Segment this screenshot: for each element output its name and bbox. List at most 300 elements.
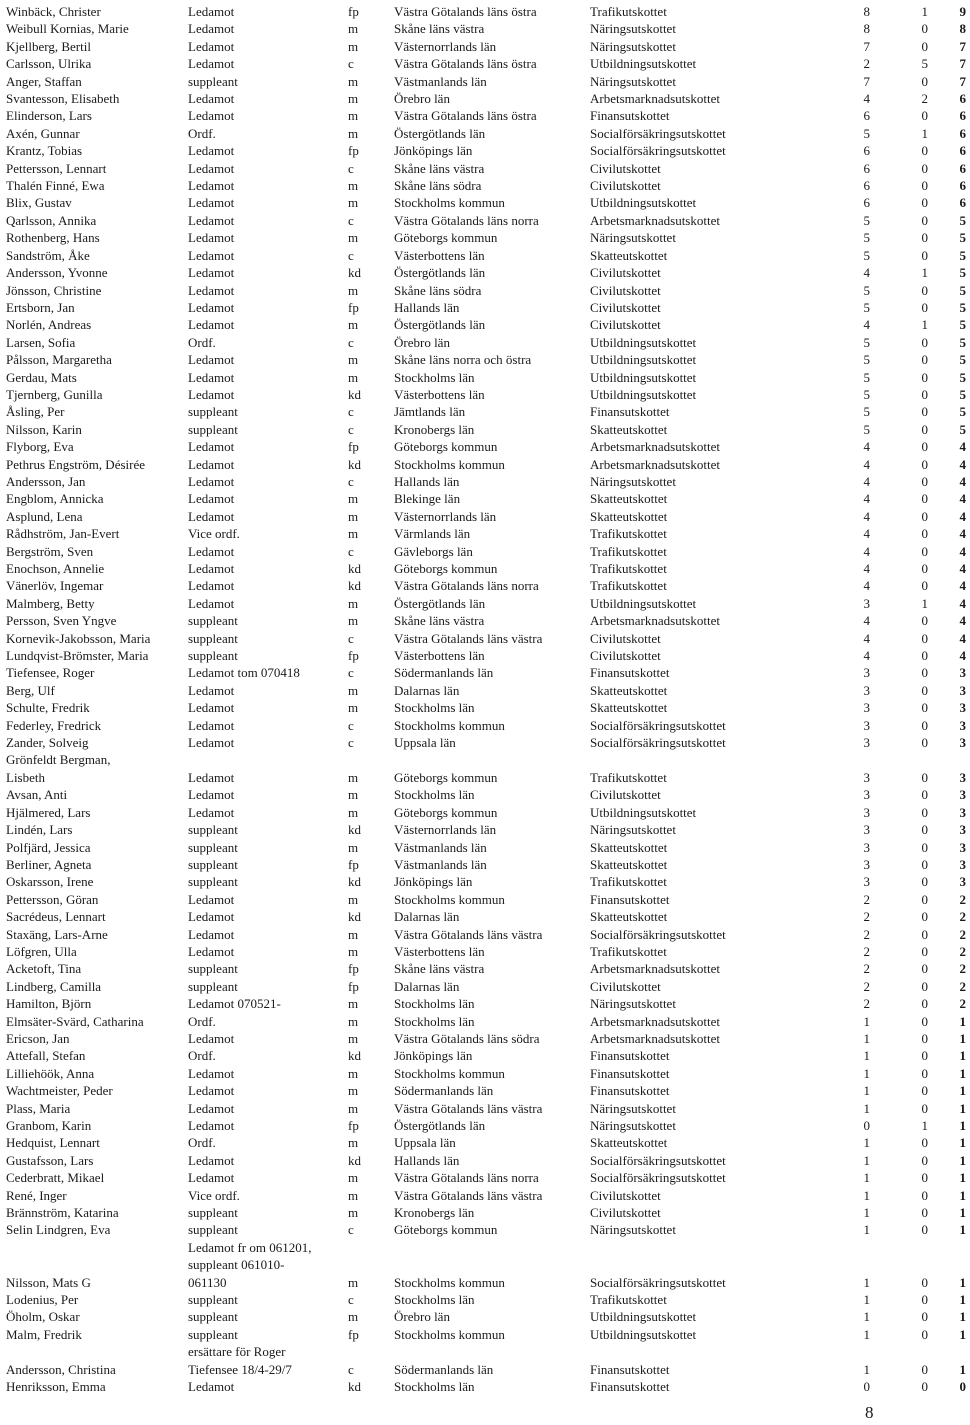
total-cell: 1 xyxy=(959,1222,966,1238)
role-cell: Ledamot xyxy=(188,769,235,785)
table-row xyxy=(0,212,970,229)
constituency-cell: Västra Götalands läns södra xyxy=(394,1030,540,1046)
member-name-cell: Rothenberg, Hans xyxy=(6,230,100,246)
table-row xyxy=(0,630,970,647)
member-name-cell: Weibull Kornias, Marie xyxy=(6,21,129,37)
party-cell: kd xyxy=(348,909,361,925)
party-cell: fp xyxy=(348,1326,359,1342)
table-row xyxy=(0,943,970,960)
party-cell: m xyxy=(348,508,359,524)
role-cell: Ledamot xyxy=(188,735,235,751)
committee-cell: Näringsutskottet xyxy=(590,822,676,838)
member-name-cell: Öholm, Oskar xyxy=(6,1309,80,1325)
party-cell: m xyxy=(348,996,359,1012)
member-name-cell: Blix, Gustav xyxy=(6,195,72,211)
count-2-cell: 0 xyxy=(921,856,928,872)
committee-cell: Skatteutskottet xyxy=(590,247,668,263)
party-cell: kd xyxy=(348,265,361,281)
role-cell: suppleant xyxy=(188,1309,238,1325)
role-cell: Ledamot xyxy=(188,160,235,176)
party-cell: m xyxy=(348,1135,359,1151)
constituency-cell: Västernorrlands län xyxy=(394,508,497,524)
total-cell: 6 xyxy=(959,195,966,211)
committee-cell: Civilutskottet xyxy=(590,265,661,281)
party-cell: fp xyxy=(348,961,359,977)
count-2-cell: 0 xyxy=(921,38,928,54)
total-cell: 1 xyxy=(959,1152,966,1168)
constituency-cell: Göteborgs kommun xyxy=(394,230,498,246)
role-cell: Ledamot xyxy=(188,230,235,246)
role-cell: Ledamot xyxy=(188,508,235,524)
party-cell: m xyxy=(348,369,359,385)
member-name-cell: Winbäck, Christer xyxy=(6,4,101,19)
role-cell: Ledamot xyxy=(188,1030,235,1046)
table-row xyxy=(0,664,970,681)
count-1-cell: 5 xyxy=(863,212,870,228)
constituency-cell: Västmanlands län xyxy=(394,73,487,89)
role-cell: Ledamot xyxy=(188,491,235,507)
committee-cell: Socialförsäkringsutskottet xyxy=(590,1274,726,1290)
committee-cell: Civilutskottet xyxy=(590,282,661,298)
member-name-cell: Ertsborn, Jan xyxy=(6,299,75,315)
constituency-cell: Göteborgs kommun xyxy=(394,804,498,820)
party-cell: c xyxy=(348,421,354,437)
constituency-cell: Östergötlands län xyxy=(394,317,486,333)
total-cell: 4 xyxy=(959,508,966,524)
role-cell: Ledamot xyxy=(188,108,235,124)
role-cell: Ledamot xyxy=(188,178,235,194)
count-2-cell: 0 xyxy=(921,926,928,942)
total-cell: 4 xyxy=(959,648,966,664)
member-name-cell: Berg, Ulf xyxy=(6,682,55,698)
party-cell: m xyxy=(348,1187,359,1203)
committee-cell: Finansutskottet xyxy=(590,108,670,124)
committee-cell: Utbildningsutskottet xyxy=(590,195,697,211)
party-cell: m xyxy=(348,125,359,141)
role-cell: Ledamot xyxy=(188,21,235,37)
role-cell: Ledamot xyxy=(188,473,235,489)
total-cell: 1 xyxy=(959,1065,966,1081)
member-name-cell: Gerdau, Mats xyxy=(6,369,77,385)
member-name-cell: Henriksson, Emma xyxy=(6,1379,106,1395)
role-cell: Ledamot xyxy=(188,1118,235,1133)
total-cell: 1 xyxy=(959,1326,966,1342)
total-cell: 5 xyxy=(959,352,966,368)
constituency-cell: Stockholms kommun xyxy=(394,1274,505,1290)
count-1-cell: 1 xyxy=(863,1048,870,1064)
table-row xyxy=(0,978,970,995)
table-row xyxy=(0,177,970,194)
committee-cell: Utbildningsutskottet xyxy=(590,595,697,611)
member-name-cell: René, Inger xyxy=(6,1187,67,1203)
party-cell: c xyxy=(348,543,354,559)
committee-cell: Trafikutskottet xyxy=(590,769,667,785)
total-cell: 0 xyxy=(959,1379,966,1395)
member-name-cell: Cederbratt, Mikael xyxy=(6,1170,105,1186)
constituency-cell: Västerbottens län xyxy=(394,648,485,664)
party-cell: kd xyxy=(348,578,361,594)
member-name-cell: Axén, Gunnar xyxy=(6,125,80,141)
count-1-cell: 2 xyxy=(863,978,870,994)
count-1-cell: 1 xyxy=(863,1100,870,1116)
table-row xyxy=(0,1117,970,1134)
total-cell: 3 xyxy=(959,700,966,716)
count-2-cell: 0 xyxy=(921,735,928,751)
total-cell: 4 xyxy=(959,491,966,507)
count-1-cell: 5 xyxy=(863,369,870,385)
committee-cell: Trafikutskottet xyxy=(590,4,667,19)
role-cell: Ledamot xyxy=(188,56,235,72)
committee-cell: Socialförsäkringsutskottet xyxy=(590,143,726,159)
total-cell: 1 xyxy=(959,1013,966,1029)
party-cell: m xyxy=(348,91,359,107)
total-cell: 1 xyxy=(959,1030,966,1046)
constituency-cell: Södermanlands län xyxy=(394,1361,494,1377)
member-name-cell: Grönfeldt Bergman, Lisbeth xyxy=(6,752,111,785)
total-cell: 2 xyxy=(959,978,966,994)
party-cell: c xyxy=(348,1222,354,1238)
total-cell: 1 xyxy=(959,1309,966,1325)
committee-cell: Skatteutskottet xyxy=(590,839,668,855)
member-name-cell: Granbom, Karin xyxy=(6,1118,92,1133)
table-row xyxy=(0,421,970,438)
table-row xyxy=(0,856,970,873)
count-1-cell: 6 xyxy=(863,178,870,194)
total-cell: 1 xyxy=(959,1048,966,1064)
role-cell: suppleant xyxy=(188,1326,238,1342)
count-2-cell: 0 xyxy=(921,108,928,124)
role-cell: Ledamot tom 070418 xyxy=(188,665,300,681)
count-2-cell: 0 xyxy=(921,178,928,194)
member-name-cell: Federley, Fredrick xyxy=(6,717,102,733)
committee-cell: Civilutskottet xyxy=(590,299,661,315)
count-1-cell: 5 xyxy=(863,404,870,420)
table-row xyxy=(0,1378,970,1395)
count-2-cell: 0 xyxy=(921,352,928,368)
table-row xyxy=(0,107,970,124)
constituency-cell: Jönköpings län xyxy=(394,1048,473,1064)
table-row xyxy=(0,194,970,211)
member-name-cell: Jönsson, Christine xyxy=(6,282,102,298)
role-cell: Ledamot xyxy=(188,1170,235,1186)
party-cell: kd xyxy=(348,386,361,402)
role-cell: Ledamot xyxy=(188,317,235,333)
committee-cell: Utbildningsutskottet xyxy=(590,369,697,385)
member-name-cell: Nilsson, Karin xyxy=(6,421,82,437)
party-cell: c xyxy=(348,1292,354,1308)
table-row xyxy=(0,369,970,386)
party-cell: kd xyxy=(348,1152,361,1168)
table-row xyxy=(0,1152,970,1169)
count-2-cell: 0 xyxy=(921,386,928,402)
table-row xyxy=(0,1047,970,1064)
role-cell: suppleant xyxy=(188,613,238,629)
role-cell: Ledamot xyxy=(188,1100,235,1116)
table-row xyxy=(0,229,970,246)
committee-cell: Socialförsäkringsutskottet xyxy=(590,735,726,751)
committee-cell: Arbetsmarknadsutskottet xyxy=(590,1013,720,1029)
count-1-cell: 1 xyxy=(863,1326,870,1342)
committee-cell: Civilutskottet xyxy=(590,1187,661,1203)
table-row xyxy=(0,490,970,507)
constituency-cell: Kronobergs län xyxy=(394,1205,475,1221)
constituency-cell: Östergötlands län xyxy=(394,265,486,281)
committee-cell: Skatteutskottet xyxy=(590,508,668,524)
role-cell: Ledamot xyxy=(188,543,235,559)
committee-cell: Skatteutskottet xyxy=(590,700,668,716)
member-name-cell: Persson, Sven Yngve xyxy=(6,613,117,629)
count-2-cell: 0 xyxy=(921,526,928,542)
committee-cell: Socialförsäkringsutskottet xyxy=(590,926,726,942)
constituency-cell: Jämtlands län xyxy=(394,404,466,420)
count-2-cell: 0 xyxy=(921,508,928,524)
constituency-cell: Göteborgs kommun xyxy=(394,439,498,455)
count-1-cell: 5 xyxy=(863,247,870,263)
committee-cell: Näringsutskottet xyxy=(590,21,676,37)
count-1-cell: 4 xyxy=(863,91,870,107)
role-cell: Ledamot xyxy=(188,891,235,907)
committee-cell: Arbetsmarknadsutskottet xyxy=(590,613,720,629)
total-cell: 3 xyxy=(959,769,966,785)
count-1-cell: 5 xyxy=(863,230,870,246)
total-cell: 5 xyxy=(959,317,966,333)
constituency-cell: Stockholms kommun xyxy=(394,195,505,211)
total-cell: 1 xyxy=(959,1118,966,1133)
count-2-cell: 0 xyxy=(921,160,928,176)
count-2-cell: 1 xyxy=(921,595,928,611)
table-row xyxy=(0,1343,970,1378)
member-name-cell: Asplund, Lena xyxy=(6,508,83,524)
party-cell: m xyxy=(348,769,359,785)
committee-cell: Finansutskottet xyxy=(590,891,670,907)
count-2-cell: 0 xyxy=(921,212,928,228)
count-2-cell: 0 xyxy=(921,1030,928,1046)
count-1-cell: 2 xyxy=(863,56,870,72)
committee-cell: Finansutskottet xyxy=(590,1065,670,1081)
member-name-cell: Kornevik-Jakobsson, Maria xyxy=(6,630,151,646)
table-row xyxy=(0,1221,970,1238)
role-cell: Ordf. xyxy=(188,1135,216,1151)
party-cell: m xyxy=(348,73,359,89)
total-cell: 6 xyxy=(959,178,966,194)
party-cell: m xyxy=(348,1065,359,1081)
count-2-cell: 0 xyxy=(921,230,928,246)
table-row xyxy=(0,473,970,490)
count-1-cell: 5 xyxy=(863,299,870,315)
count-1-cell: 1 xyxy=(863,1187,870,1203)
member-name-cell: Gustafsson, Lars xyxy=(6,1152,94,1168)
role-cell: Ledamot xyxy=(188,369,235,385)
table-row xyxy=(0,821,970,838)
role-cell: Ledamot xyxy=(188,1152,235,1168)
constituency-cell: Skåne läns södra xyxy=(394,282,482,298)
total-cell: 5 xyxy=(959,299,966,315)
member-name-cell: Pethrus Engström, Désirée xyxy=(6,456,146,472)
total-cell: 3 xyxy=(959,874,966,890)
table-row xyxy=(0,560,970,577)
role-cell: Ordf. xyxy=(188,334,216,350)
count-1-cell: 3 xyxy=(863,769,870,785)
total-cell: 3 xyxy=(959,822,966,838)
count-2-cell: 0 xyxy=(921,839,928,855)
count-1-cell: 6 xyxy=(863,108,870,124)
count-2-cell: 0 xyxy=(921,1083,928,1099)
total-cell: 7 xyxy=(959,38,966,54)
constituency-cell: Västra Götalands läns östra xyxy=(394,4,537,19)
total-cell: 4 xyxy=(959,595,966,611)
count-2-cell: 0 xyxy=(921,630,928,646)
table-row xyxy=(0,403,970,420)
count-2-cell: 0 xyxy=(921,996,928,1012)
party-cell: fp xyxy=(348,978,359,994)
role-cell: Ledamot xyxy=(188,38,235,54)
role-cell: Ledamot xyxy=(188,247,235,263)
count-2-cell: 0 xyxy=(921,943,928,959)
count-1-cell: 4 xyxy=(863,456,870,472)
total-cell: 5 xyxy=(959,421,966,437)
constituency-cell: Stockholms län xyxy=(394,787,475,803)
table-row xyxy=(0,438,970,455)
member-name-cell: Acketoft, Tina xyxy=(6,961,82,977)
committee-cell: Civilutskottet xyxy=(590,178,661,194)
count-1-cell: 7 xyxy=(863,38,870,54)
party-cell: c xyxy=(348,735,354,751)
role-cell: suppleant xyxy=(188,73,238,89)
role-cell: Ledamot xyxy=(188,1083,235,1099)
total-cell: 3 xyxy=(959,665,966,681)
table-row xyxy=(0,682,970,699)
count-1-cell: 3 xyxy=(863,856,870,872)
count-1-cell: 2 xyxy=(863,996,870,1012)
member-name-cell: Tiefensee, Roger xyxy=(6,665,95,681)
table-row xyxy=(0,960,970,977)
member-name-cell: Pålsson, Margaretha xyxy=(6,352,112,368)
count-1-cell: 1 xyxy=(863,1013,870,1029)
count-1-cell: 4 xyxy=(863,630,870,646)
count-1-cell: 4 xyxy=(863,439,870,455)
table-row xyxy=(0,525,970,542)
constituency-cell: Stockholms län xyxy=(394,1379,475,1395)
table-row xyxy=(0,3,970,20)
committee-cell: Utbildningsutskottet xyxy=(590,1326,697,1342)
count-2-cell: 1 xyxy=(921,125,928,141)
role-cell: ersättare för Roger Tiefensee 18/4-29/7 xyxy=(188,1344,292,1377)
count-2-cell: 0 xyxy=(921,804,928,820)
member-name-cell: Polfjärd, Jessica xyxy=(6,839,91,855)
committee-cell: Arbetsmarknadsutskottet xyxy=(590,456,720,472)
member-name-cell: Pettersson, Göran xyxy=(6,891,99,907)
party-cell: fp xyxy=(348,299,359,315)
member-name-cell: Lodenius, Per xyxy=(6,1292,79,1308)
count-1-cell: 4 xyxy=(863,648,870,664)
committee-cell: Näringsutskottet xyxy=(590,996,676,1012)
party-cell: c xyxy=(348,212,354,228)
party-cell: m xyxy=(348,282,359,298)
count-1-cell: 0 xyxy=(863,1118,870,1133)
role-cell: Ordf. xyxy=(188,1048,216,1064)
total-cell: 4 xyxy=(959,439,966,455)
table-row xyxy=(0,316,970,333)
count-2-cell: 1 xyxy=(921,4,928,19)
party-cell: c xyxy=(348,717,354,733)
role-cell: Ledamot xyxy=(188,700,235,716)
role-cell: Ledamot xyxy=(188,265,235,281)
role-cell: Ledamot xyxy=(188,943,235,959)
count-1-cell: 8 xyxy=(863,4,870,19)
constituency-cell: Uppsala län xyxy=(394,1135,456,1151)
role-cell: Ledamot xyxy=(188,386,235,402)
table-row xyxy=(0,73,970,90)
committee-cell: Finansutskottet xyxy=(590,1048,670,1064)
table-row xyxy=(0,508,970,525)
table-row xyxy=(0,873,970,890)
committee-cell: Arbetsmarknadsutskottet xyxy=(590,439,720,455)
constituency-cell: Västerbottens län xyxy=(394,943,485,959)
constituency-cell: Dalarnas län xyxy=(394,978,460,994)
count-2-cell: 0 xyxy=(921,1326,928,1342)
committee-cell: Näringsutskottet xyxy=(590,73,676,89)
total-cell: 8 xyxy=(959,21,966,37)
count-1-cell: 3 xyxy=(863,787,870,803)
constituency-cell: Västerbottens län xyxy=(394,247,485,263)
party-cell: m xyxy=(348,352,359,368)
table-row xyxy=(0,1134,970,1151)
total-cell: 1 xyxy=(959,1361,966,1377)
role-cell: Ledamot xyxy=(188,439,235,455)
table-row xyxy=(0,386,970,403)
count-1-cell: 1 xyxy=(863,1292,870,1308)
constituency-cell: Skåne läns norra och östra xyxy=(394,352,532,368)
constituency-cell: Stockholms kommun xyxy=(394,717,505,733)
committee-cell: Arbetsmarknadsutskottet xyxy=(590,1030,720,1046)
committee-cell: Skatteutskottet xyxy=(590,909,668,925)
total-cell: 6 xyxy=(959,160,966,176)
committee-cell: Näringsutskottet xyxy=(590,473,676,489)
count-2-cell: 0 xyxy=(921,648,928,664)
constituency-cell: Uppsala län xyxy=(394,735,456,751)
table-row xyxy=(0,804,970,821)
total-cell: 2 xyxy=(959,926,966,942)
count-2-cell: 0 xyxy=(921,1274,928,1290)
count-1-cell: 2 xyxy=(863,926,870,942)
count-2-cell: 1 xyxy=(921,317,928,333)
member-name-cell: Rådhström, Jan-Evert xyxy=(6,526,120,542)
party-cell: fp xyxy=(348,4,359,19)
count-2-cell: 0 xyxy=(921,1135,928,1151)
table-row xyxy=(0,839,970,856)
member-name-cell: Hamilton, Björn xyxy=(6,996,92,1012)
members-table xyxy=(0,3,970,1396)
table-row xyxy=(0,264,970,281)
role-cell: suppleant xyxy=(188,822,238,838)
constituency-cell: Värmlands län xyxy=(394,526,471,542)
committee-cell: Finansutskottet xyxy=(590,665,670,681)
table-row xyxy=(0,334,970,351)
member-name-cell: Pettersson, Lennart xyxy=(6,160,107,176)
constituency-cell: Jönköpings län xyxy=(394,874,473,890)
constituency-cell: Västmanlands län xyxy=(394,839,487,855)
member-name-cell: Andersson, Christina xyxy=(6,1361,116,1377)
total-cell: 4 xyxy=(959,543,966,559)
party-cell: kd xyxy=(348,822,361,838)
role-cell: suppleant xyxy=(188,648,238,664)
count-1-cell: 3 xyxy=(863,595,870,611)
role-cell: suppleant xyxy=(188,630,238,646)
role-cell: suppleant xyxy=(188,856,238,872)
total-cell: 7 xyxy=(959,73,966,89)
total-cell: 6 xyxy=(959,108,966,124)
party-cell: m xyxy=(348,891,359,907)
